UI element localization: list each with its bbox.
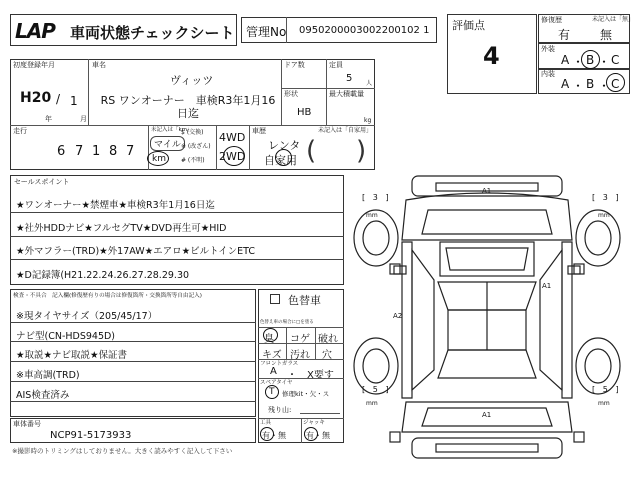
- color-change-checkbox[interactable]: [270, 294, 280, 304]
- color-change-label: 色替車: [288, 294, 321, 307]
- interior-scratch: キズ: [262, 350, 282, 361]
- car-grade: RS ワンオーナー 車検R3年1月16日迄: [100, 94, 276, 120]
- shufuku-nashi: 無: [600, 28, 613, 42]
- interior-burn: コゲ: [290, 334, 310, 345]
- shufuku-label: 修復歴: [541, 16, 562, 24]
- unit-km: km: [152, 154, 166, 164]
- chassis-number: NCP91-5173933: [50, 430, 132, 441]
- sales-line: ★ワンオーナー★禁煙車★車検R3年1月16日迄: [16, 200, 215, 211]
- first-reg-era-year: H20: [20, 90, 52, 106]
- spare-options: 修理kit・欠・ス: [282, 390, 330, 398]
- mileage-digit: 7: [126, 144, 135, 159]
- jack-selected-circle: [304, 427, 318, 441]
- drive-selected-circle: [223, 146, 245, 166]
- inspection-line: ナビ型(CN-HDS945D): [16, 331, 116, 342]
- spare-t-circle: [265, 385, 279, 399]
- drive-4wd: 4WD: [219, 131, 246, 144]
- kanri-number: 0950200003002200102 1: [299, 25, 430, 36]
- naisou-grade-c: C: [611, 77, 620, 91]
- inspection-line: ※車高調(TRD): [16, 370, 80, 381]
- inspection-label: 検査・不具合 記入欄(修復歴有りの場合は修復箇所・交換箇所等自由記入): [13, 293, 202, 299]
- jack-options: 有・無: [306, 431, 330, 440]
- damage-label-a2-left: A2: [393, 312, 403, 320]
- shape-value: HB: [297, 107, 312, 118]
- car-damage-diagram: [346, 170, 636, 470]
- shufuku-ari: 有: [558, 28, 571, 42]
- tools-label: 工具: [260, 420, 272, 426]
- damage-label-a1-top: A1: [482, 187, 492, 195]
- tread-fr: [ 3 ]: [592, 193, 619, 202]
- tread-fl-unit: mm: [366, 212, 378, 219]
- use-selected-circle: [275, 149, 292, 166]
- capacity-value: 5: [346, 73, 353, 84]
- unit-mile: マイル: [150, 136, 185, 151]
- damage-label-a1-right: A1: [542, 282, 552, 290]
- doors-label: ドア数: [284, 61, 305, 69]
- naisou-label: 内装: [541, 70, 555, 78]
- capacity-label: 定員: [329, 61, 343, 69]
- shape-label: 形状: [284, 90, 298, 98]
- shufuku-note: 未記入は「無」: [592, 16, 635, 23]
- tread-fl: [ 3 ]: [362, 193, 389, 202]
- gaisou-grade-a: A: [561, 53, 570, 67]
- damage-label-a1-bottom: A1: [482, 411, 492, 419]
- naisou-grade-a: A: [561, 77, 570, 91]
- tread-rr-unit: mm: [598, 400, 610, 407]
- mileage-digit: 6: [57, 144, 66, 159]
- mileage-digit: 7: [75, 144, 84, 159]
- use-note: 未記入は「自家用」: [318, 127, 373, 134]
- chassis-label: 車体番号: [13, 420, 41, 428]
- interior-hole: 穴: [322, 350, 332, 361]
- front-glass-label: フロントガラス: [260, 361, 299, 367]
- mileage-digit: 1: [92, 144, 101, 159]
- spare-label: スペアタイヤ: [260, 380, 293, 386]
- first-reg-label: 初度登録年月: [13, 61, 55, 69]
- inspection-line: AIS検査済み: [16, 390, 70, 401]
- naisou-grade-b: B: [586, 77, 595, 91]
- sales-line: ★外マフラー(TRD)★外17AW★エアロ★ビルトインETC: [16, 246, 256, 257]
- mileage-note: 未記入は「km」: [151, 127, 193, 133]
- spare-t: T: [269, 387, 275, 397]
- logo: LAP: [15, 19, 55, 43]
- score-value: 4: [483, 42, 500, 70]
- kanri-label: 管理No: [246, 25, 287, 39]
- sheet-title: 車両状態チェックシート: [70, 24, 235, 42]
- gaisou-grade-b: B: [586, 53, 595, 67]
- interior-odor: 臭: [264, 334, 274, 345]
- tools-options: 有・無: [262, 431, 286, 440]
- drive-2wd: 2WD: [219, 150, 246, 163]
- gaisou-grade-c: C: [611, 53, 620, 67]
- tread-rr: [ 5 ]: [592, 385, 619, 394]
- car-name-label: 車名: [92, 61, 106, 69]
- front-glass-x: X要す: [307, 370, 334, 381]
- interior-tear: 破れ: [318, 334, 338, 345]
- first-reg-month: 1: [70, 94, 78, 108]
- use-label: 車歴: [252, 127, 266, 135]
- mileage-label: 走行: [13, 127, 27, 135]
- tread-rl: [ 5 ]: [362, 385, 389, 394]
- score-label: 評価点: [452, 19, 485, 32]
- tread-rl-unit: mm: [366, 400, 378, 407]
- remaining-tread: 残り山:: [268, 406, 292, 414]
- color-change-note: 色替え車の場合に□を塗る: [260, 320, 314, 325]
- use-rental: レンタ: [268, 139, 301, 152]
- tread-fr-unit: mm: [598, 212, 610, 219]
- max-load-label: 最大積載量: [329, 90, 364, 98]
- footer-note: ※撮影時のトリミングはしておりません。大きく読みやすく記入して下さい: [12, 447, 233, 455]
- sales-label: セールスポイント: [14, 178, 70, 186]
- mileage-digit: 8: [109, 144, 118, 159]
- sales-line: ★D記録簿(H21.22.24.26.27.28.29.30: [16, 270, 190, 281]
- chassis-box: [10, 418, 256, 443]
- sales-line: ★社外HDDナビ★フルセグTV★DVD再生可★HID: [16, 223, 227, 234]
- car-name: ヴィッツ: [170, 74, 214, 87]
- unit-km-circle: [147, 151, 169, 166]
- gaisou-label: 外装: [541, 45, 555, 53]
- jack-label: ジャッキ: [303, 420, 325, 426]
- tools-selected-circle: [260, 427, 274, 441]
- inspection-line: ★取説★ナビ取説★保証書: [16, 350, 128, 361]
- naisou-selected-circle: [606, 73, 625, 92]
- interior-odor-circle: [263, 328, 278, 342]
- inspection-line: ※現タイヤサイズ（205/45/17）: [16, 311, 158, 322]
- use-private: 自家用: [264, 154, 297, 167]
- interior-dirt: 汚れ: [290, 350, 310, 361]
- front-glass-a: A: [270, 366, 277, 377]
